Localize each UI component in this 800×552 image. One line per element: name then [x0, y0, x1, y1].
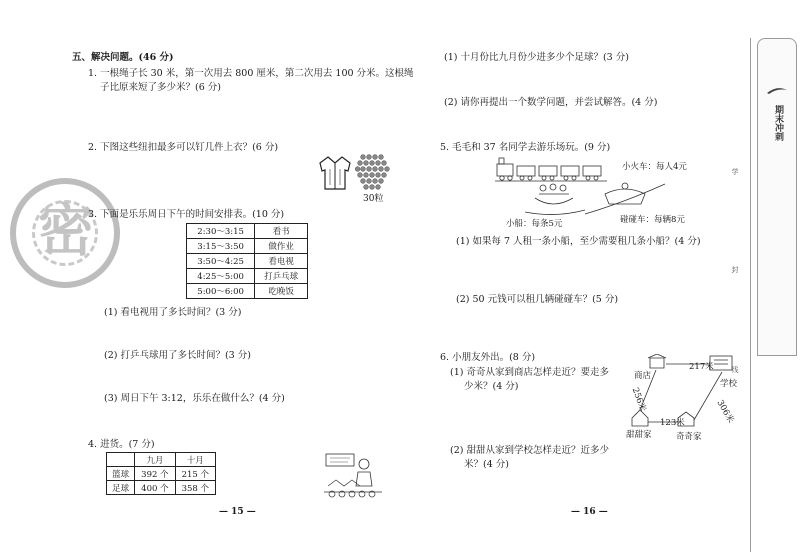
- question-6-1-line-2: 少米？(4 分): [464, 381, 519, 392]
- goods-table: [106, 452, 216, 495]
- time-cell: 4:25～5:00: [187, 269, 255, 284]
- distance-tiantian-qiqi: 123米: [660, 418, 685, 428]
- table-row: [187, 224, 308, 239]
- question-4-2: (2) 请你再提出一个数学问题，并尝试解答。(4 分): [444, 97, 658, 108]
- question-3-2: (2) 打乒乓球用了多长时间？(3 分): [104, 350, 251, 361]
- table-row: [187, 284, 308, 299]
- schedule-table: [186, 223, 308, 299]
- buttons-illustration: [355, 152, 391, 190]
- publisher-logo-icon: [765, 81, 789, 93]
- question-4-1: (1) 十月份比九月份少进多少个足球？(3 分): [444, 52, 629, 63]
- question-6: 6. 小朋友外出。(8 分): [440, 352, 536, 363]
- table-row: [107, 453, 216, 467]
- header-cell: [107, 453, 135, 467]
- value-cell: 358 个: [175, 481, 215, 495]
- boat-label: 小船：每条5元: [506, 219, 563, 229]
- question-5: 5. 毛毛和 37 名同学去游乐场玩。(9 分): [440, 142, 611, 153]
- activity-cell: 打乒乓球: [255, 269, 308, 284]
- header-cell: 十月: [175, 453, 215, 467]
- activity-cell: 做作业: [255, 239, 308, 254]
- distance-qiqi-school: 306米: [714, 398, 736, 425]
- buttons-caption: 30粒: [363, 194, 384, 204]
- question-1-line-2: 子比原来短了多少米？(6 分): [100, 82, 221, 93]
- header-cell: 九月: [135, 453, 175, 467]
- table-row: [187, 239, 308, 254]
- jacket-illustration: [318, 155, 352, 191]
- table-row: [107, 467, 216, 481]
- map-tiantian-home-label: 甜甜家: [626, 430, 652, 440]
- activity-cell: 吃晚饭: [255, 284, 308, 299]
- distance-shop-school: 217米: [689, 362, 714, 372]
- map-qiqi-home-label: 奇奇家: [676, 432, 702, 442]
- value-cell: 215 个: [175, 467, 215, 481]
- table-row: [187, 269, 308, 284]
- time-cell: 3:50～4:25: [187, 254, 255, 269]
- page-number-16: — 16 —: [571, 507, 608, 517]
- time-cell: 5:00～6:00: [187, 284, 255, 299]
- question-6-2-line-1: (2) 甜甜从家到学校怎样走近？近多少: [450, 445, 609, 456]
- table-row: [107, 481, 216, 495]
- store-illustration: [322, 452, 384, 500]
- bumper-car-label: 碰碰车：每辆8元: [620, 215, 685, 225]
- spine-label-2: 封: [731, 266, 739, 273]
- spine-label-1: 学: [731, 168, 739, 175]
- section-title: 五、解决问题。(46 分): [72, 52, 174, 63]
- question-3: 3. 下面是乐乐周日下午的时间安排表。(10 分): [88, 209, 285, 220]
- question-2: 2. 下图这些纽扣最多可以钉几件上衣？(6 分): [88, 142, 279, 153]
- time-cell: 2:30～3:15: [187, 224, 255, 239]
- question-3-3: (3) 周日下午 3:12，乐乐在做什么？(4 分): [104, 393, 285, 404]
- watermark-stamp: 密: [10, 178, 120, 288]
- value-cell: 400 个: [135, 481, 175, 495]
- map-school-label: 学校: [720, 379, 738, 389]
- spine-tab: [757, 38, 797, 356]
- activity-cell: 看电视: [255, 254, 308, 269]
- train-label: 小火车：每人4元: [622, 162, 687, 172]
- right-page: [400, 0, 750, 552]
- value-cell: 392 个: [135, 467, 175, 481]
- map-shop-label: 商店: [634, 371, 652, 381]
- row-label-cell: 篮球: [107, 467, 135, 481]
- question-4: 4. 进货。(7 分): [88, 439, 155, 450]
- table-row: [187, 254, 308, 269]
- spine-label-3: 线: [731, 366, 739, 373]
- question-5-1: (1) 如果每 7 人租一条小船，至少需要租几条小船？(4 分): [456, 236, 701, 247]
- activity-cell: 看书: [255, 224, 308, 239]
- question-6-1-line-1: (1) 奇奇从家到商店怎样走近？要走多: [450, 367, 609, 378]
- question-3-1: (1) 看电视用了多长时间？(3 分): [104, 307, 242, 318]
- row-label-cell: 足球: [107, 481, 135, 495]
- question-5-2: (2) 50 元钱可以租几辆碰碰车？(5 分): [456, 294, 619, 305]
- question-6-2-line-2: 米？(4 分): [464, 459, 509, 470]
- time-cell: 3:15～3:50: [187, 239, 255, 254]
- page-number-15: — 15 —: [219, 507, 256, 517]
- distance-shop-tiantian: 256米: [629, 386, 648, 414]
- question-1-line-1: 1. 一根绳子长 30 米，第一次用去 800 厘米，第二次用去 100 分米。这根绳: [88, 68, 414, 79]
- spine-brand: 期末冲刺: [773, 105, 783, 141]
